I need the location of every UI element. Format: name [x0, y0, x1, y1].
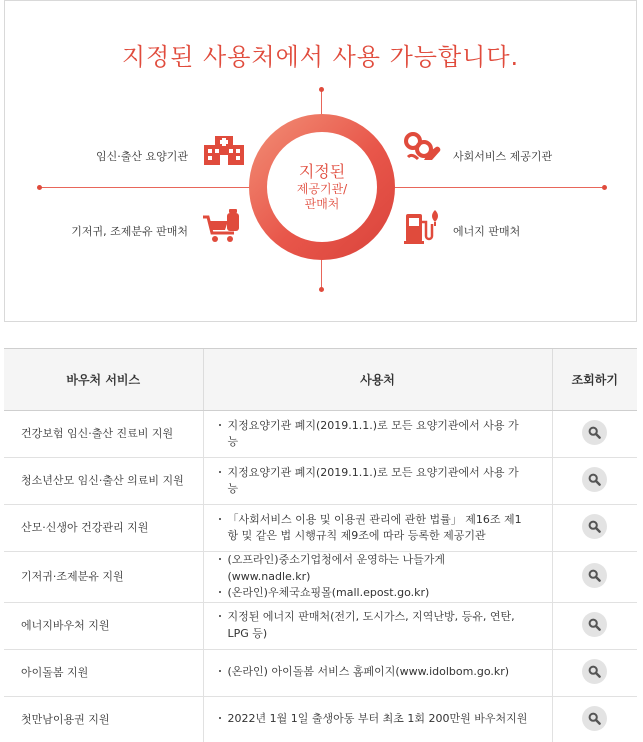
usage-cell	[203, 649, 552, 696]
magnifier-icon	[588, 473, 601, 486]
usage-info-panel	[4, 0, 637, 322]
usage-cell	[203, 602, 552, 649]
table-row	[4, 696, 637, 742]
panel-headline: 지정된 사용처에서 사용 가능합니다.	[121, 43, 520, 71]
voucher-service-name: 첫만남이용권 지원	[4, 696, 203, 742]
usage-cell	[203, 458, 552, 505]
table-header-row	[4, 349, 637, 411]
table-row	[4, 649, 637, 696]
usage-cell	[203, 505, 552, 552]
table-row	[4, 458, 637, 505]
lookup-search-button[interactable]	[582, 420, 607, 445]
magnifier-icon	[588, 520, 601, 533]
lookup-cell	[552, 411, 637, 458]
lookup-cell	[552, 602, 637, 649]
magnifier-icon	[588, 618, 601, 631]
line-end-dot	[319, 87, 324, 92]
usage-item: 지정요양기관 폐지(2019.1.1.)로 모든 요양기관에서 사용 가능	[219, 418, 528, 451]
category-label-diaper-formula: 기저귀, 조제분유 판매처	[71, 225, 188, 238]
line-end-dot	[319, 287, 324, 292]
shopping-cart-icon	[201, 207, 245, 245]
lookup-cell	[552, 552, 637, 603]
usage-item: 「사회서비스 이용 및 이용권 관리에 관한 법률」 제16조 제1항 및 같은 법 시행규칙 제9조에 따라 등록한 제공기관	[219, 512, 528, 545]
magnifier-icon	[588, 426, 601, 439]
lookup-search-button[interactable]	[582, 563, 607, 588]
usage-cell	[203, 552, 552, 603]
header-voucher-service: 바우처 서비스	[4, 349, 203, 411]
lookup-cell	[552, 458, 637, 505]
lookup-search-button[interactable]	[582, 706, 607, 731]
usage-item: (온라인)우체국쇼핑몰(mall.epost.go.kr)	[219, 585, 528, 602]
magnifier-icon	[588, 712, 601, 725]
lookup-search-button[interactable]	[582, 467, 607, 492]
usage-item: (온라인) 아이돌봄 서비스 홈페이지(www.idolbom.go.kr)	[219, 664, 528, 681]
header-lookup: 조회하기	[552, 349, 637, 411]
usage-cell	[203, 411, 552, 458]
fuel-pump-icon	[403, 206, 445, 246]
lookup-cell	[552, 505, 637, 552]
lookup-cell	[552, 649, 637, 696]
usage-item: 지정된 에너지 판매처(전기, 도시가스, 지역난방, 등유, 연탄, LPG 등)	[219, 609, 528, 642]
category-label-energy: 에너지 판매처	[453, 225, 521, 238]
line-end-dot	[37, 185, 42, 190]
voucher-usage-table	[4, 348, 637, 742]
category-label-social-service: 사회서비스 제공기관	[453, 150, 553, 163]
lookup-search-button[interactable]	[582, 612, 607, 637]
usage-item: (오프라인)중소기업청에서 운영하는 나들가게(www.nadle.kr)	[219, 552, 528, 585]
category-label-hospital: 임신·출산 요양기관	[95, 150, 188, 163]
table-row	[4, 411, 637, 458]
lookup-search-button[interactable]	[582, 514, 607, 539]
hospital-icon	[201, 133, 247, 167]
table-row	[4, 602, 637, 649]
voucher-service-name: 산모·신생아 건강관리 지원	[4, 505, 203, 552]
center-line-2: 제공기관/	[296, 182, 348, 196]
voucher-service-name: 아이돌봄 지원	[4, 649, 203, 696]
center-ring-label	[267, 132, 377, 242]
lookup-cell	[552, 696, 637, 742]
usage-cell	[203, 696, 552, 742]
voucher-service-name: 에너지바우처 지원	[4, 602, 203, 649]
hands-heart-icon	[402, 129, 442, 167]
line-end-dot	[602, 185, 607, 190]
magnifier-icon	[588, 665, 601, 678]
lookup-search-button[interactable]	[582, 659, 607, 684]
magnifier-icon	[588, 569, 601, 582]
voucher-service-name: 건강보험 임신·출산 진료비 지원	[4, 411, 203, 458]
header-usage: 사용처	[203, 349, 552, 411]
center-line-1: 지정된	[298, 162, 346, 181]
voucher-service-name: 기저귀·조제분유 지원	[4, 552, 203, 603]
center-line-3: 판매처	[304, 197, 340, 211]
table-row	[4, 505, 637, 552]
usage-item: 2022년 1월 1일 출생아동 부터 최초 1회 200만원 바우처지원	[219, 711, 528, 728]
table-row	[4, 552, 637, 603]
usage-item: 지정요양기관 폐지(2019.1.1.)로 모든 요양기관에서 사용 가능	[219, 465, 528, 498]
center-ring	[249, 114, 395, 260]
voucher-service-name: 청소년산모 임신·출산 의료비 지원	[4, 458, 203, 505]
